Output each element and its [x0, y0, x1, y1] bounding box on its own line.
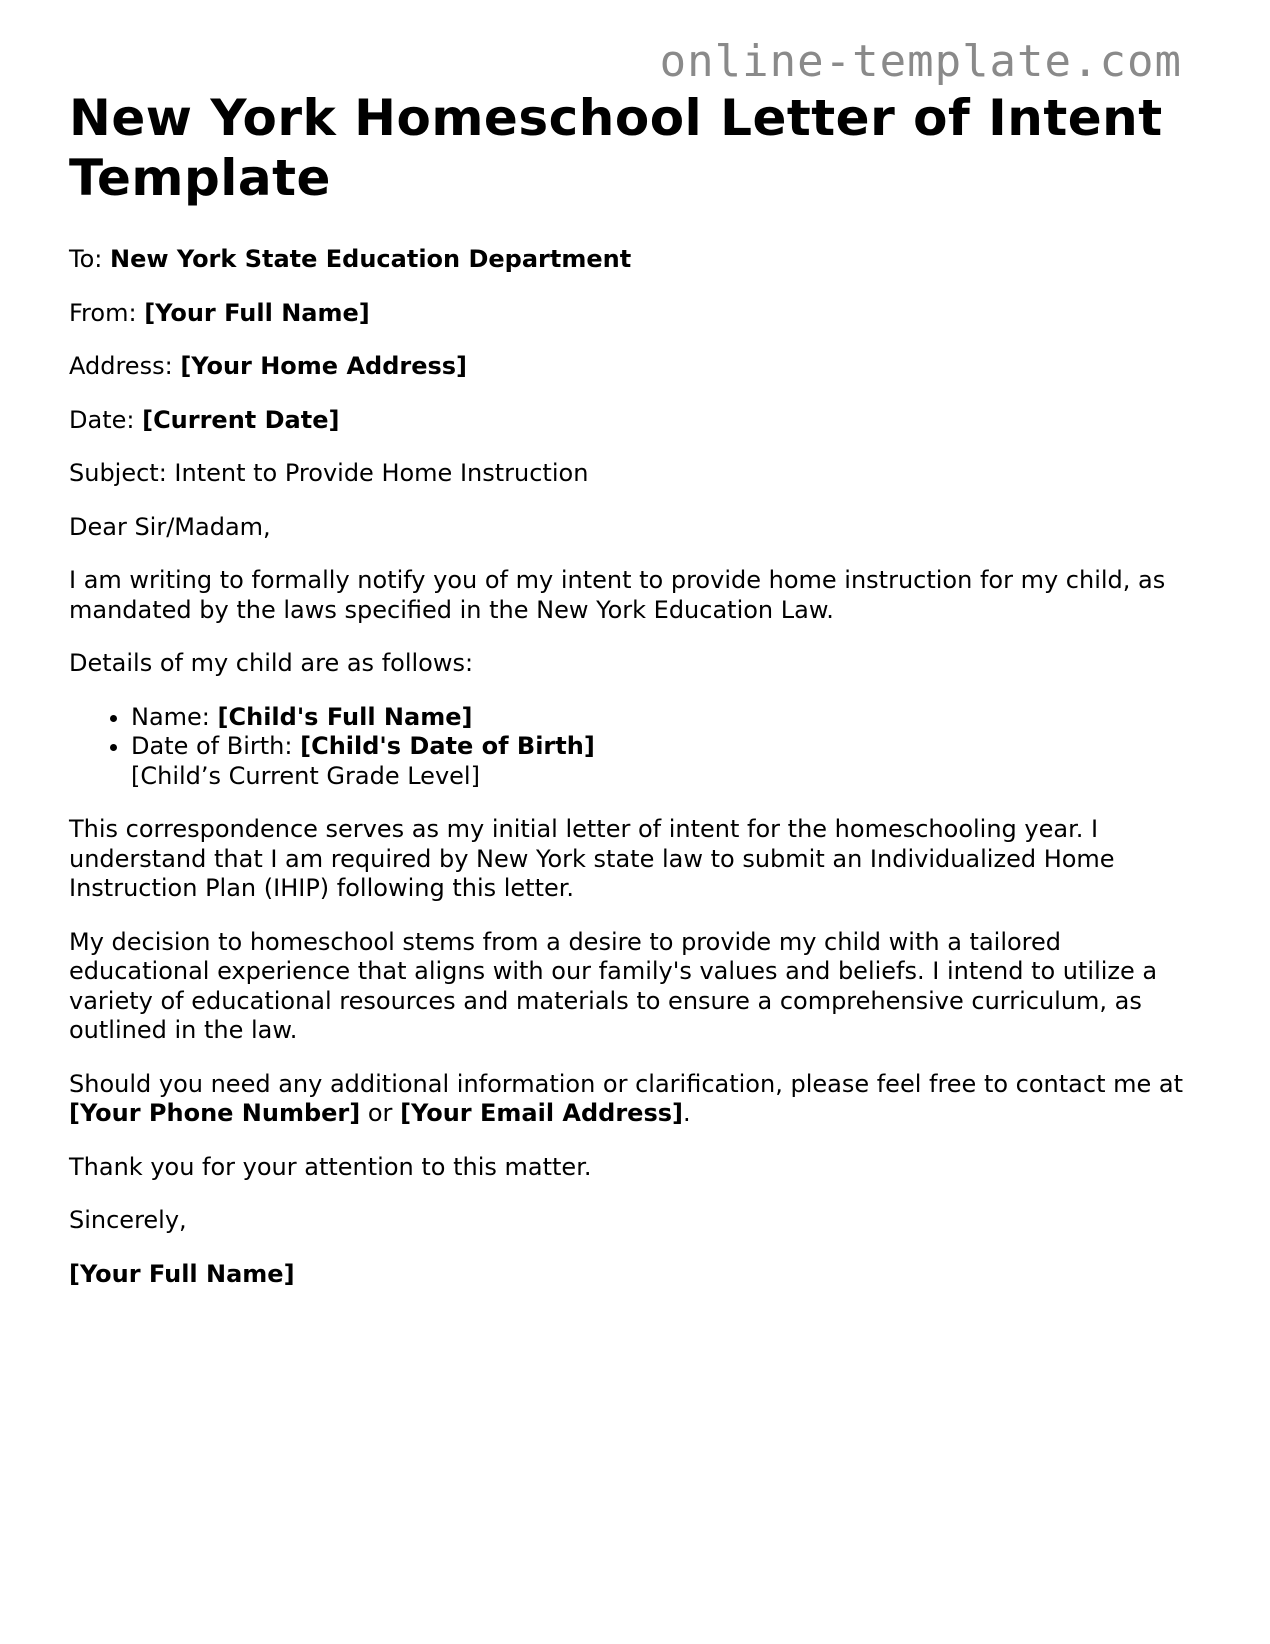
child-dob-label: Date of Birth:: [131, 732, 293, 760]
details-intro: Details of my child are as follows:: [69, 649, 474, 677]
thanks-line: Thank you for your attention to this matter.: [69, 1152, 592, 1181]
address-value: [Your Home Address]: [180, 352, 468, 380]
child-grade-line: [Child’s Current Grade Level]: [131, 761, 480, 790]
contact-end: .: [682, 1099, 691, 1127]
address-line: [69, 352, 1199, 382]
signature-line: [69, 1260, 1199, 1290]
list-item: [131, 732, 1199, 762]
contact-connector: or: [367, 1099, 393, 1127]
date-label: Date:: [69, 405, 135, 434]
from-value: [Your Full Name]: [144, 298, 370, 327]
contact-lead: Should you need any additional information or clarification, please feel free to contact me at: [69, 1069, 1184, 1098]
from-line: [69, 299, 1199, 329]
letter-document: [69, 88, 1199, 1289]
subject-line: Subject: Intent to Provide Home Instruction: [69, 459, 589, 487]
child-dob-value: [Child's Date of Birth]: [300, 732, 595, 760]
child-name-value: [Child's Full Name]: [217, 702, 473, 731]
ihip-paragraph: This correspondence serves as my initial letter of intent for the homeschooling year. I understand that I am required by New York state law to submit an Individualized Home Instruction Plan (IHIP) following this letter.: [69, 815, 1115, 902]
child-name-label: Name:: [131, 702, 210, 731]
salutation: Dear Sir/Madam,: [69, 512, 271, 541]
date-line: [69, 406, 1199, 436]
child-details-list: [69, 703, 1199, 762]
date-value: [Current Date]: [142, 405, 340, 434]
watermark: online-template.com: [659, 36, 1182, 87]
from-label: From:: [69, 298, 137, 327]
to-label: To:: [69, 245, 103, 273]
list-item: [131, 703, 1199, 733]
contact-email: [Your Email Address]: [400, 1099, 683, 1127]
decision-paragraph: My decision to homeschool stems from a desire to provide my child with a tailored educational experience that aligns with our family's values and beliefs. I intend to utilize a variety of educational resources and materials to ensure a comprehensive curriculum, as outlined in the law.: [69, 927, 1158, 1044]
signature-name: [Your Full Name]: [69, 1259, 295, 1288]
contact-paragraph: [69, 1070, 1199, 1129]
intro-paragraph: I am writing to formally notify you of my intent to provide home instruction for my child, as mandated by the laws specified in the New York Education Law.: [69, 566, 1166, 624]
closing-line: Sincerely,: [69, 1206, 187, 1234]
to-value: New York State Education Department: [110, 245, 632, 273]
to-line: [69, 245, 1199, 275]
page-title: New York Homeschool Letter of Intent Template: [69, 89, 1163, 207]
contact-phone: [Your Phone Number]: [69, 1099, 361, 1127]
address-label: Address:: [69, 352, 173, 380]
